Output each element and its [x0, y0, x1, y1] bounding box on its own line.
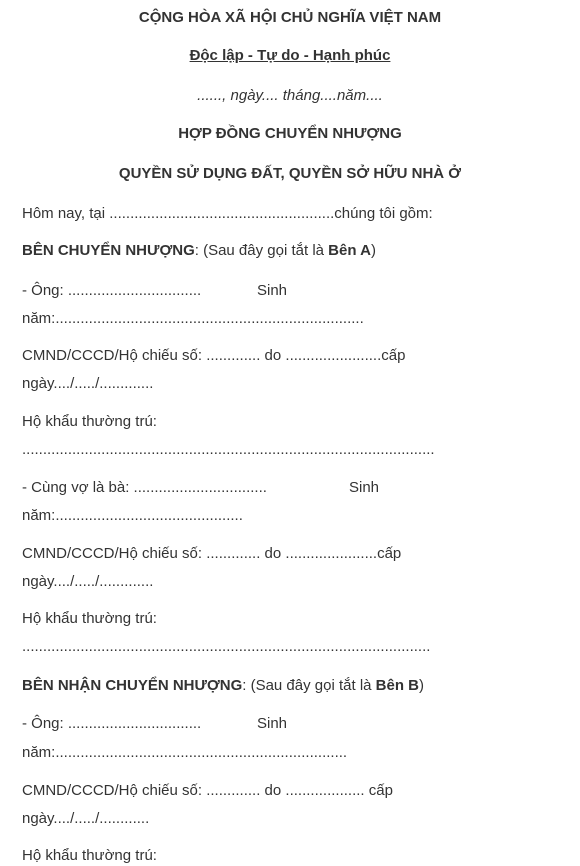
party-b-heading: BÊN NHẬN CHUYỂN NHƯỢNG: [22, 677, 243, 694]
party-a-person1-id-line: CMND/CCCD/Hộ chiếu số: ............. do .......................cấp: [22, 347, 406, 364]
party-a-person2-id-line: CMND/CCCD/Hộ chiếu số: ............. do ......................cấp: [22, 545, 402, 562]
party-b-alias-close: ): [419, 677, 425, 694]
party-b-person1-birth-label: Sinh: [257, 715, 288, 732]
party-b-person1-id-line: CMND/CCCD/Hộ chiếu số: ............. do ................... cấp: [22, 782, 393, 799]
intro-line: Hôm nay, tại ......................................................chúng tôi gồm:: [22, 205, 433, 222]
party-a-person1-birth-value: năm:..........................................................................: [22, 310, 364, 327]
party-a-person1-residence-label: Hộ khẩu thường trú:: [22, 413, 157, 430]
contract-title-line2: QUYỀN SỬ DỤNG ĐẤT, QUYỀN SỞ HỮU NHÀ Ở: [118, 165, 462, 182]
nation-heading: CỘNG HÒA XÃ HỘI CHỦ NGHĨA VIỆT NAM: [138, 9, 442, 26]
party-a-person2-id-date: ngày..../...../.............: [22, 573, 154, 590]
party-a-heading-line: [22, 241, 376, 261]
party-a-person2-residence-label: Hộ khẩu thường trú:: [22, 610, 157, 627]
party-a-person1-residence-value: ...................................................................................................: [22, 441, 435, 458]
party-a-alias: Bên A: [328, 242, 371, 259]
party-b-person1-residence-label: Hộ khẩu thường trú:: [22, 847, 157, 864]
party-b-alias: Bên B: [375, 677, 420, 694]
party-a-person1-id-date: ngày..../...../.............: [22, 375, 154, 392]
party-a-alias-close: ): [370, 242, 376, 259]
party-b-heading-line: [22, 676, 424, 696]
party-a-person2-name: - Cùng vợ là bà: ................................: [22, 479, 267, 496]
party-b-person1-birth-value: năm:......................................................................: [22, 744, 348, 761]
party-a-heading-suffix: : (Sau đây gọi tắt là: [194, 242, 329, 259]
contract-title-line1: HỢP ĐỒNG CHUYỂN NHƯỢNG: [178, 125, 402, 142]
party-a-person2-birth-label: Sinh: [349, 479, 380, 496]
motto: Độc lập - Tự do - Hạnh phúc: [189, 47, 391, 64]
party-a-person1-name: - Ông: ................................: [22, 282, 202, 299]
date-line: ......, ngày.... tháng....năm....: [197, 87, 383, 104]
party-a-person2-residence-value: ..................................................................................................: [22, 638, 431, 655]
party-b-person1-id-date: ngày..../...../............: [22, 810, 150, 827]
party-a-person1-birth-label: Sinh: [257, 282, 288, 299]
party-b-person1-name: - Ông: ................................: [22, 715, 202, 732]
party-a-heading: BÊN CHUYỂN NHƯỢNG: [22, 242, 195, 259]
party-b-heading-suffix: : (Sau đây gọi tắt là: [242, 677, 376, 694]
party-a-person2-birth-value: năm:.............................................: [22, 507, 243, 524]
